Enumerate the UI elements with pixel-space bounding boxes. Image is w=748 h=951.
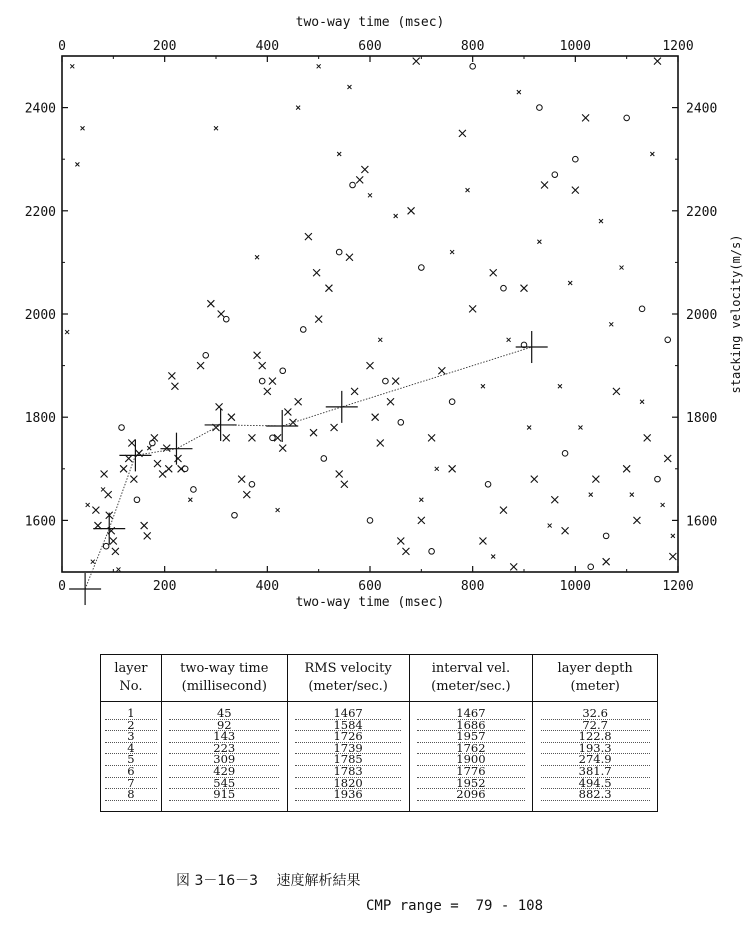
semblance-point-small bbox=[70, 64, 74, 68]
table-cell-time: 309 bbox=[161, 754, 287, 766]
semblance-point-x bbox=[144, 532, 151, 539]
table-row bbox=[101, 789, 658, 811]
x-tick-label-bottom: 1000 bbox=[559, 579, 591, 594]
table-cell-interval: 1776 bbox=[409, 766, 533, 778]
y-tick-label-right: 1600 bbox=[686, 514, 718, 530]
semblance-point-x bbox=[372, 414, 379, 421]
semblance-point-x bbox=[315, 316, 322, 323]
table-cell-interval: 1952 bbox=[409, 778, 533, 790]
semblance-point-circle bbox=[383, 378, 389, 384]
table-cell-rms: 1726 bbox=[287, 731, 409, 743]
semblance-point-small bbox=[578, 426, 582, 430]
semblance-point-small bbox=[466, 188, 470, 192]
semblance-point-x bbox=[459, 130, 466, 137]
semblance-point-circle bbox=[639, 306, 645, 312]
semblance-scatter bbox=[65, 58, 676, 572]
semblance-point-x bbox=[438, 367, 445, 374]
x-tick-label-top: 400 bbox=[255, 39, 280, 54]
table-cell-time: 92 bbox=[161, 720, 287, 732]
semblance-point-small bbox=[296, 106, 300, 110]
semblance-point-circle bbox=[203, 352, 209, 358]
semblance-point-circle bbox=[537, 105, 543, 111]
semblance-point-x bbox=[551, 496, 558, 503]
semblance-point-x bbox=[346, 254, 353, 261]
table-cell-time: 143 bbox=[161, 731, 287, 743]
semblance-point-x bbox=[510, 563, 517, 570]
table-cell-time: 45 bbox=[161, 702, 287, 720]
table-cell-rms: 1936 bbox=[287, 789, 409, 811]
x-tick-label-bottom: 0 bbox=[58, 579, 66, 594]
semblance-point-x bbox=[428, 434, 435, 441]
semblance-point-x bbox=[94, 522, 101, 529]
semblance-point-small bbox=[255, 255, 259, 259]
x-tick-label-bottom: 400 bbox=[255, 579, 280, 594]
table-cell-layer: 5 bbox=[101, 754, 162, 766]
semblance-point-circle bbox=[367, 518, 373, 524]
semblance-point-circle bbox=[552, 172, 558, 178]
table-cell-rms: 1783 bbox=[287, 766, 409, 778]
semblance-point-small bbox=[548, 524, 552, 528]
semblance-point-small bbox=[378, 338, 382, 342]
semblance-point-x bbox=[279, 445, 286, 452]
semblance-point-x bbox=[218, 311, 225, 318]
semblance-point-small bbox=[101, 487, 105, 491]
semblance-point-x bbox=[541, 182, 548, 189]
semblance-point-circle bbox=[134, 497, 140, 503]
semblance-point-x bbox=[361, 166, 368, 173]
semblance-point-small bbox=[419, 498, 423, 502]
semblance-point-x bbox=[413, 58, 420, 65]
semblance-point-circle bbox=[119, 425, 125, 431]
y-tick-label-left: 1800 bbox=[24, 411, 56, 427]
table-cell-depth: 193.3 bbox=[533, 743, 658, 755]
semblance-point-small bbox=[507, 338, 511, 342]
velocity-pick-cross bbox=[205, 409, 237, 441]
semblance-point-circle bbox=[259, 378, 265, 384]
header-rms-velocity: RMS velocity (meter/sec.) bbox=[287, 655, 409, 702]
table-cell-depth: 494.5 bbox=[533, 778, 658, 790]
semblance-point-circle bbox=[280, 368, 286, 374]
table-cell-time: 223 bbox=[161, 743, 287, 755]
semblance-point-x bbox=[469, 305, 476, 312]
semblance-point-x bbox=[254, 352, 261, 359]
table-row bbox=[101, 702, 658, 720]
semblance-point-x bbox=[295, 398, 302, 405]
table-cell-depth: 274.9 bbox=[533, 754, 658, 766]
semblance-point-circle bbox=[350, 182, 356, 188]
semblance-point-x bbox=[669, 553, 676, 560]
semblance-point-small bbox=[368, 193, 372, 197]
table-cell-rms: 1584 bbox=[287, 720, 409, 732]
table-cell-interval: 1686 bbox=[409, 720, 533, 732]
y-tick-label-right: 1800 bbox=[686, 411, 718, 427]
table-cell-rms: 1739 bbox=[287, 743, 409, 755]
semblance-point-circle bbox=[419, 265, 425, 271]
semblance-point-circle bbox=[573, 156, 579, 162]
semblance-point-small bbox=[491, 555, 495, 559]
semblance-point-circle bbox=[336, 249, 342, 255]
header-two-way-time: two-way time (millisecond) bbox=[161, 655, 287, 702]
semblance-point-x bbox=[654, 58, 661, 65]
table-cell-layer: 2 bbox=[101, 720, 162, 732]
semblance-point-small bbox=[620, 266, 624, 270]
table-cell-rms: 1820 bbox=[287, 778, 409, 790]
table-row bbox=[101, 754, 658, 766]
semblance-point-small bbox=[214, 126, 218, 130]
semblance-point-x bbox=[128, 440, 135, 447]
table-cell-depth: 32.6 bbox=[533, 702, 658, 720]
semblance-point-small bbox=[589, 493, 593, 497]
velocity-pick-cross bbox=[516, 331, 548, 363]
table-row bbox=[101, 766, 658, 778]
table-cell-interval: 2096 bbox=[409, 789, 533, 811]
table-cell-layer: 7 bbox=[101, 778, 162, 790]
semblance-point-x bbox=[402, 548, 409, 555]
semblance-point-x bbox=[387, 398, 394, 405]
semblance-point-x bbox=[397, 538, 404, 545]
semblance-point-circle bbox=[182, 466, 188, 472]
right-y-axis-title: stacking velocity(m/s) bbox=[729, 234, 743, 394]
semblance-point-small bbox=[640, 400, 644, 404]
semblance-point-small bbox=[65, 330, 69, 334]
table-cell-depth: 381.7 bbox=[533, 766, 658, 778]
semblance-point-small bbox=[116, 567, 120, 571]
velocity-pick-cross bbox=[69, 573, 101, 605]
semblance-point-x bbox=[248, 434, 255, 441]
semblance-point-x bbox=[110, 538, 117, 545]
velocity-function-line bbox=[85, 347, 532, 589]
semblance-point-x bbox=[197, 362, 204, 369]
semblance-point-x bbox=[125, 455, 132, 462]
semblance-point-x bbox=[613, 388, 620, 395]
semblance-point-x bbox=[479, 538, 486, 545]
velocity-pick-cross bbox=[266, 410, 298, 442]
table-row bbox=[101, 720, 658, 732]
y-tick-label-left: 2400 bbox=[24, 101, 56, 117]
semblance-point-circle bbox=[485, 481, 491, 487]
table-cell-layer: 1 bbox=[101, 702, 162, 720]
velocity-pick-cross bbox=[93, 513, 125, 545]
semblance-point-x bbox=[130, 476, 137, 483]
semblance-point-small bbox=[630, 493, 634, 497]
semblance-point-small bbox=[86, 503, 90, 507]
semblance-point-circle bbox=[655, 476, 661, 482]
x-tick-label-top: 1200 bbox=[662, 39, 694, 54]
semblance-point-x bbox=[101, 470, 108, 477]
semblance-point-small bbox=[188, 498, 192, 502]
semblance-point-x bbox=[165, 465, 172, 472]
semblance-point-x bbox=[336, 470, 343, 477]
figure-caption: 図 3－16－3 速度解析結果 bbox=[176, 873, 361, 889]
semblance-point-small bbox=[609, 322, 613, 326]
semblance-point-x bbox=[356, 176, 363, 183]
semblance-point-x bbox=[310, 429, 317, 436]
semblance-point-x bbox=[367, 362, 374, 369]
semblance-point-circle bbox=[429, 549, 435, 555]
table-cell-time: 915 bbox=[161, 789, 287, 811]
semblance-point-x bbox=[120, 465, 127, 472]
semblance-point-circle bbox=[603, 533, 609, 539]
semblance-point-x bbox=[500, 507, 507, 514]
semblance-point-small bbox=[650, 152, 654, 156]
semblance-point-circle bbox=[470, 64, 476, 70]
semblance-point-x bbox=[243, 491, 250, 498]
semblance-point-x bbox=[171, 383, 178, 390]
semblance-point-small bbox=[568, 281, 572, 285]
velocity-pick-cross bbox=[119, 439, 151, 471]
semblance-point-small bbox=[527, 426, 531, 430]
y-tick-label-left: 2200 bbox=[24, 204, 56, 220]
semblance-point-x bbox=[449, 465, 456, 472]
table-cell-layer: 4 bbox=[101, 743, 162, 755]
semblance-point-x bbox=[521, 285, 528, 292]
semblance-point-x bbox=[305, 233, 312, 240]
table-cell-interval: 1900 bbox=[409, 754, 533, 766]
semblance-point-x bbox=[228, 414, 235, 421]
semblance-point-small bbox=[347, 85, 351, 89]
semblance-point-small bbox=[394, 214, 398, 218]
semblance-point-circle bbox=[103, 543, 109, 549]
x-tick-label-bottom: 600 bbox=[358, 579, 382, 594]
semblance-point-x bbox=[392, 378, 399, 385]
semblance-point-x bbox=[159, 470, 166, 477]
header-interval-velocity: interval vel. (meter/sec.) bbox=[409, 655, 533, 702]
semblance-point-circle bbox=[249, 481, 255, 487]
table-cell-depth: 72.7 bbox=[533, 720, 658, 732]
semblance-point-circle bbox=[624, 115, 630, 121]
semblance-point-x bbox=[664, 455, 671, 462]
y-tick-label-right: 2400 bbox=[686, 101, 718, 117]
semblance-point-small bbox=[671, 534, 675, 538]
semblance-point-x bbox=[290, 419, 297, 426]
semblance-point-small bbox=[537, 240, 541, 244]
semblance-point-small bbox=[337, 152, 341, 156]
semblance-point-circle bbox=[449, 399, 455, 405]
table-cell-depth: 882.3 bbox=[533, 789, 658, 811]
velocity-pick-cross bbox=[160, 433, 192, 465]
semblance-point-circle bbox=[223, 316, 229, 322]
table-row bbox=[101, 743, 658, 755]
semblance-point-x bbox=[531, 476, 538, 483]
semblance-point-circle bbox=[398, 420, 404, 426]
table-cell-layer: 8 bbox=[101, 789, 162, 811]
semblance-point-circle bbox=[665, 337, 671, 343]
semblance-point-x bbox=[377, 440, 384, 447]
semblance-point-small bbox=[661, 503, 665, 507]
y-tick-label-right: 2000 bbox=[686, 308, 718, 323]
semblance-point-small bbox=[450, 250, 454, 254]
table-cell-time: 429 bbox=[161, 766, 287, 778]
semblance-point-x bbox=[351, 388, 358, 395]
bottom-x-axis-title: two-way time (msec) bbox=[295, 595, 445, 610]
y-tick-label-left: 2000 bbox=[24, 308, 56, 323]
table-cell-depth: 122.8 bbox=[533, 731, 658, 743]
axis-ticks bbox=[25, 39, 718, 594]
semblance-point-x bbox=[623, 465, 630, 472]
semblance-point-small bbox=[81, 126, 85, 130]
semblance-point-small bbox=[558, 384, 562, 388]
velocity-table bbox=[100, 654, 658, 812]
semblance-point-small bbox=[147, 446, 151, 450]
semblance-point-x bbox=[207, 300, 214, 307]
table-cell-layer: 3 bbox=[101, 731, 162, 743]
semblance-point-x bbox=[264, 388, 271, 395]
semblance-point-circle bbox=[300, 327, 306, 333]
semblance-point-x bbox=[341, 481, 348, 488]
semblance-point-x bbox=[92, 507, 99, 514]
x-tick-label-top: 1000 bbox=[559, 39, 591, 54]
semblance-point-x bbox=[216, 403, 223, 410]
table-row bbox=[101, 731, 658, 743]
x-tick-label-top: 800 bbox=[460, 39, 485, 54]
semblance-point-x bbox=[269, 378, 276, 385]
x-tick-label-top: 600 bbox=[358, 39, 382, 54]
semblance-point-small bbox=[91, 560, 95, 564]
picked-velocity-function bbox=[69, 331, 548, 605]
table-cell-interval: 1762 bbox=[409, 743, 533, 755]
semblance-point-x bbox=[175, 455, 182, 462]
semblance-point-x bbox=[562, 527, 569, 534]
table-cell-rms: 1467 bbox=[287, 702, 409, 720]
table-cell-interval: 1467 bbox=[409, 702, 533, 720]
semblance-point-small bbox=[276, 508, 280, 512]
semblance-point-x bbox=[112, 548, 119, 555]
semblance-point-x bbox=[490, 269, 497, 276]
semblance-point-x bbox=[633, 517, 640, 524]
table-cell-interval: 1957 bbox=[409, 731, 533, 743]
semblance-point-small bbox=[599, 219, 603, 223]
semblance-point-small bbox=[317, 64, 321, 68]
semblance-point-x bbox=[284, 409, 291, 416]
semblance-point-x bbox=[141, 522, 148, 529]
table-cell-layer: 6 bbox=[101, 766, 162, 778]
semblance-point-x bbox=[644, 434, 651, 441]
semblance-point-x bbox=[572, 187, 579, 194]
plot-frame bbox=[62, 56, 678, 572]
semblance-point-x bbox=[238, 476, 245, 483]
semblance-point-small bbox=[435, 467, 439, 471]
semblance-point-x bbox=[408, 207, 415, 214]
semblance-point-circle bbox=[270, 435, 276, 441]
semblance-point-small bbox=[481, 384, 485, 388]
semblance-point-x bbox=[223, 434, 230, 441]
header-layer-depth: layer depth (meter) bbox=[533, 655, 658, 702]
semblance-point-circle bbox=[501, 285, 507, 291]
semblance-point-x bbox=[325, 285, 332, 292]
top-x-axis-title: two-way time (msec) bbox=[295, 15, 445, 30]
velocity-pick-cross bbox=[326, 391, 358, 423]
cmp-range-label: CMP range = 79 - 108 bbox=[366, 898, 544, 914]
table-cell-rms: 1785 bbox=[287, 754, 409, 766]
table-cell-time: 545 bbox=[161, 778, 287, 790]
semblance-point-x bbox=[259, 362, 266, 369]
x-tick-label-bottom: 1200 bbox=[662, 579, 694, 594]
semblance-point-circle bbox=[562, 451, 568, 457]
semblance-point-x bbox=[582, 114, 589, 121]
x-tick-label-top: 0 bbox=[58, 39, 66, 54]
semblance-point-x bbox=[154, 460, 161, 467]
semblance-point-x bbox=[331, 424, 338, 431]
semblance-point-circle bbox=[588, 564, 594, 570]
x-tick-label-bottom: 800 bbox=[460, 579, 485, 594]
semblance-point-circle bbox=[321, 456, 327, 462]
semblance-point-small bbox=[517, 90, 521, 94]
semblance-point-x bbox=[168, 372, 175, 379]
semblance-point-x bbox=[105, 491, 112, 498]
semblance-point-x bbox=[313, 269, 320, 276]
semblance-point-circle bbox=[232, 512, 238, 518]
x-tick-label-bottom: 200 bbox=[152, 579, 177, 594]
y-tick-label-left: 1600 bbox=[24, 514, 56, 530]
table-row bbox=[101, 778, 658, 790]
semblance-point-x bbox=[592, 476, 599, 483]
semblance-point-small bbox=[75, 162, 79, 166]
header-layer-no: layer No. bbox=[101, 655, 162, 702]
y-tick-label-right: 2200 bbox=[686, 204, 718, 220]
semblance-point-circle bbox=[150, 440, 156, 446]
semblance-point-circle bbox=[191, 487, 197, 493]
table-header-row bbox=[101, 655, 658, 702]
semblance-point-x bbox=[418, 517, 425, 524]
semblance-point-x bbox=[603, 558, 610, 565]
x-tick-label-top: 200 bbox=[152, 39, 177, 54]
